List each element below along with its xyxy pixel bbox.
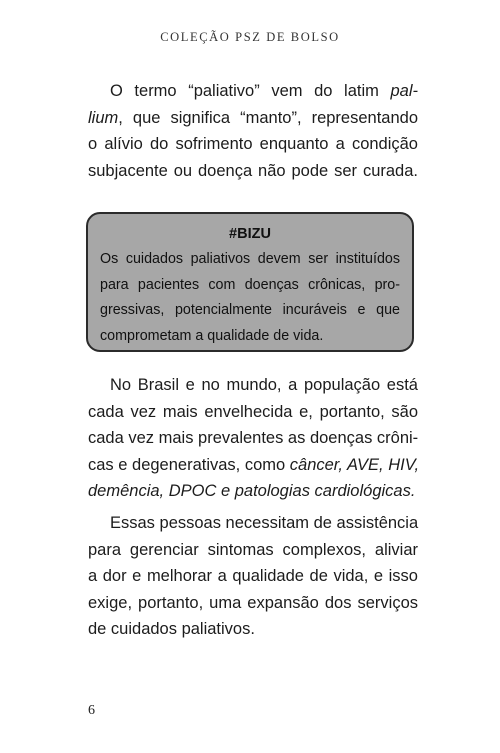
text-line: de cuidados paliativos. [88,620,255,638]
callout-line: Os cuidados paliativos devem ser instituídos [100,251,400,267]
callout-title: #BIZU [229,226,271,242]
text-line: o alívio do sofrimento enquanto a condição [88,135,418,153]
callout-line: comprometam a qualidade de vida. [100,327,324,344]
page-number: 6 [88,703,95,718]
paragraph-aging-population [88,372,418,505]
text-line: para gerenciar sintomas complexos, aliviar [88,540,418,559]
text-line: subjacente ou doença não pode ser curada. [88,161,418,180]
text-line: exige, portanto, uma expansão dos serviços [88,593,418,612]
text-line: No Brasil e no mundo, a população está [110,376,418,394]
text-line: demência, DPOC e patologias cardiológicas. [88,482,416,500]
callout-line: para pacientes com doenças crônicas, pro- [100,276,400,293]
running-header: COLEÇÃO PSZ DE BOLSO [160,30,340,44]
text-line: a dor e melhorar a qualidade de vida, e isso [88,567,418,585]
text-line: cas e degenerativas, como câncer, AVE, HIV, [88,455,420,474]
text-line: Essas pessoas necessitam de assistência [110,514,419,532]
callout-line: gressivas, potencialmente incuráveis e que [100,302,400,318]
paragraph-etymology [88,78,418,184]
text-line: cada vez mais envelhecida e, portanto, são [88,402,418,421]
text-line: cada vez mais prevalentes as doenças crôni- [88,429,419,447]
paragraph-care-needs [88,510,418,643]
text-line: lium, que significa “manto”, representando [88,108,418,127]
text-line: O termo “paliativo” vem do latim pal- [110,82,418,100]
bizu-callout-box [86,212,414,352]
